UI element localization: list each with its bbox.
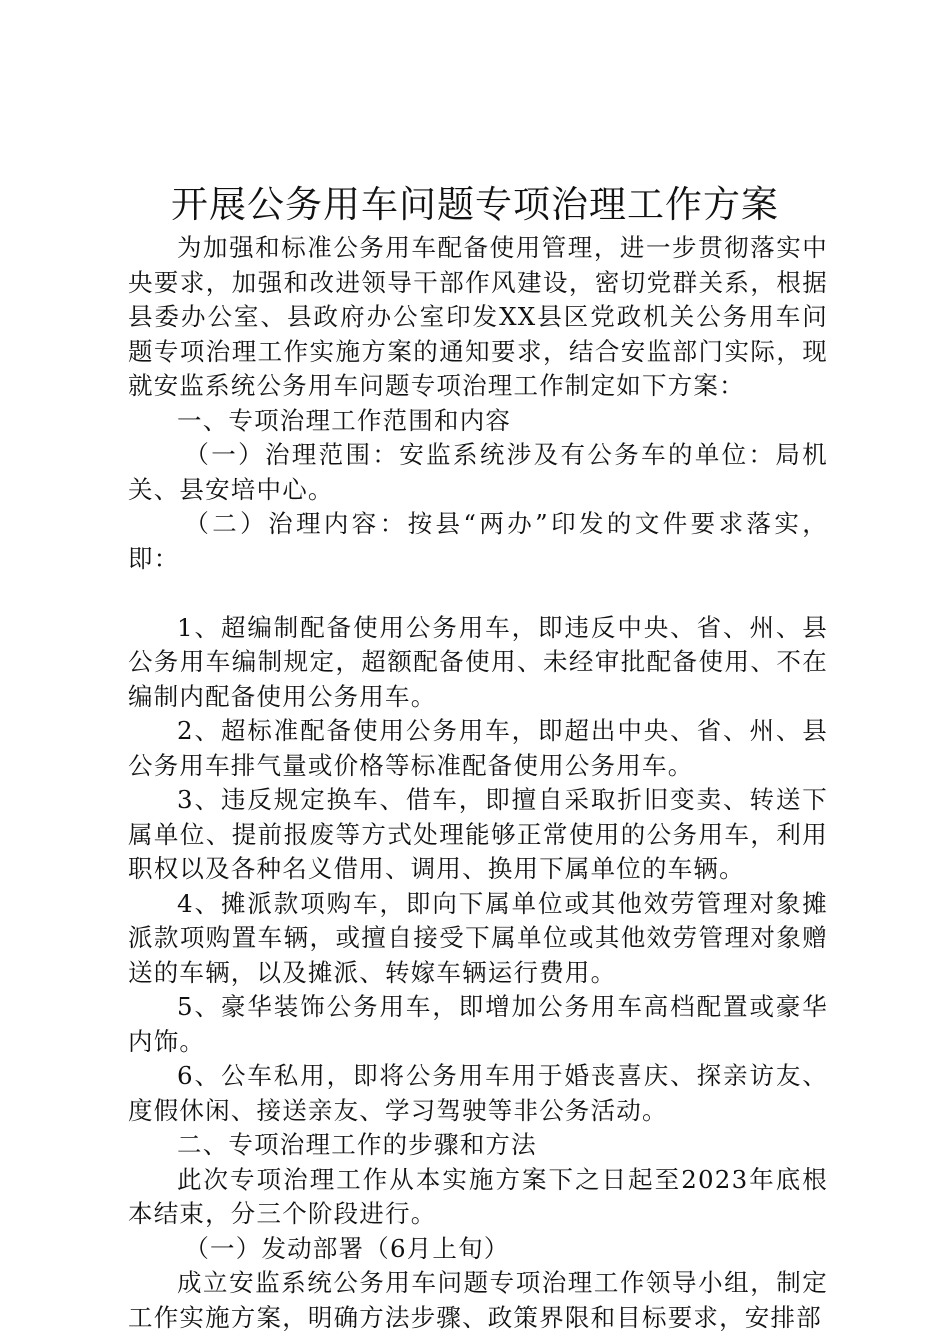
- list-item-6: 6、公车私用，即将公务用车用于婚丧喜庆、探亲访友、度假休闲、接送亲友、学习驾驶等非公务活动。: [128, 1061, 828, 1125]
- blank-line: [128, 576, 828, 611]
- list-item-1: 1、超编制配备使用公务用车，即违反中央、省、州、县公务用车编制规定，超额配备使用、未经审批配备使用、不在编制内配备使用公务用车。: [128, 612, 828, 711]
- list-item-2: 2、超标准配备使用公务用车，即超出中央、省、州、县公务用车排气量或价格等标准配备使用公务用车。: [128, 716, 828, 780]
- list-item-4: 4、摊派款项购车，即向下属单位或其他效劳管理对象摊派款项购置车辆，或擅自接受下属单位或其他效劳管理对象赠送的车辆，以及摊派、转嫁车辆运行费用。: [128, 888, 828, 987]
- document-body: [128, 231, 828, 1335]
- subsection-content: （二）治理内容：按县“两办”印发的文件要求落实，即：: [128, 509, 828, 573]
- document-title: 开展公务用车问题专项治理工作方案: [171, 183, 779, 226]
- subsection-scope: （一）治理范围：安监系统涉及有公务车的单位：局机关、县安培中心。: [128, 440, 828, 504]
- paragraph-intro: 为加强和标准公务用车配备使用管理，进一步贯彻落实中央要求，加强和改进领导干部作风建设，密切党群关系，根据县委办公室、县政府办公室印发XX县区党政机关公务用车问题专项治理工作实施方案的通知要求，结合安监部门实际，现就安监系统公务用车问题专项治理工作制定如下方案：: [128, 233, 828, 400]
- subsection-mobilize: （一）发动部署（6月上旬）: [184, 1233, 510, 1263]
- list-item-5: 5、豪华装饰公务用车，即增加公务用车高档配置或豪华内饰。: [128, 992, 828, 1056]
- section-heading-2: 二、专项治理工作的步骤和方法: [177, 1130, 537, 1159]
- list-item-3: 3、违反规定换车、借车，即擅自采取折旧变卖、转送下属单位、提前报废等方式处理能够正常使用的公务用车，利用职权以及各种名义借用、调用、换用下属单位的车辆。: [128, 785, 828, 883]
- section-heading-1: 一、专项治理工作范围和内容: [177, 405, 512, 435]
- paragraph-timeline: 此次专项治理工作从本实施方案下之日起至2023年底根本结束，分三个阶段进行。: [128, 1164, 828, 1228]
- paragraph-mobilize: 成立安监系统公务用车问题专项治理工作领导小组，制定工作实施方案，明确方法步骤、政策界限和目标要求，安排部: [128, 1268, 828, 1332]
